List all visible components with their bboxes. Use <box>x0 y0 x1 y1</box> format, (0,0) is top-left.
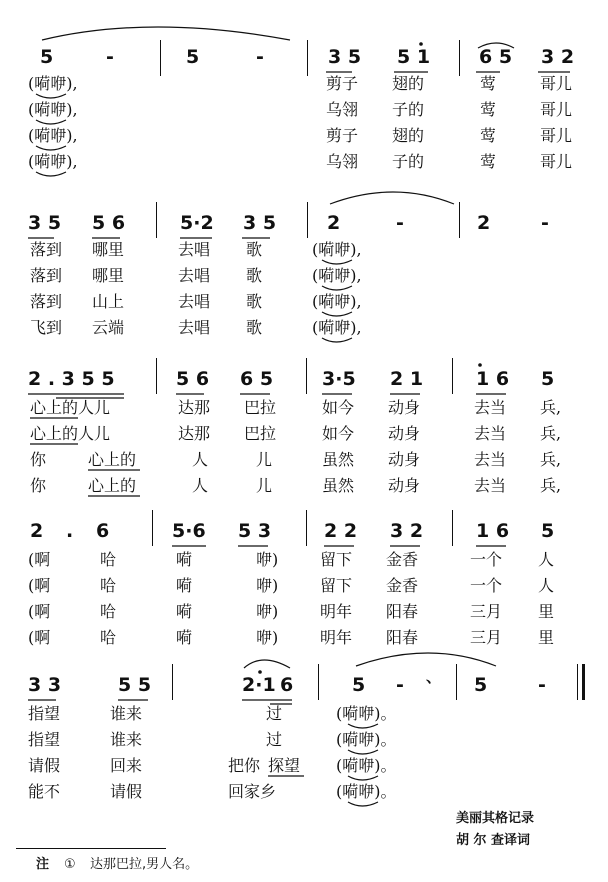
lyric: 哈 <box>100 550 117 569</box>
lyric: (嗬咿)。 <box>336 704 397 723</box>
note: - <box>396 212 404 234</box>
footnote-marker: ① <box>64 857 76 872</box>
lyric: 子的 <box>392 100 425 119</box>
lyric: 去唱 <box>178 292 211 311</box>
lyric: (嗬咿), <box>28 74 78 93</box>
slur-arc <box>478 43 514 48</box>
lyric: 去当 <box>474 476 507 495</box>
note: 5 6 <box>92 212 126 234</box>
lyric: 哈 <box>100 628 117 647</box>
tie-arc <box>42 27 290 40</box>
lyricist-credit: 胡 尔 查译词 <box>456 833 531 848</box>
lyric: 动身 <box>388 398 421 417</box>
lyric: (嗬咿), <box>28 100 78 119</box>
lyric: 一个 <box>470 576 503 595</box>
lyric: 巴拉 <box>244 398 277 417</box>
lyric: 兵, <box>540 450 562 469</box>
lyric: 留下 <box>320 550 353 569</box>
lyric: 儿 <box>256 450 273 469</box>
lyric: 如今 <box>322 398 355 417</box>
lyric-slur <box>36 146 66 150</box>
lyric: 动身 <box>388 450 421 469</box>
lyric-slur <box>322 338 352 342</box>
lyric: 哥儿 <box>540 126 573 145</box>
lyric: 达那 <box>178 424 211 443</box>
lyric: 去当 <box>474 424 507 443</box>
lyric: (啊 <box>28 602 51 621</box>
note: - <box>256 46 264 68</box>
lyric: 一个 <box>470 550 503 569</box>
lyric: 云端 <box>92 318 125 337</box>
lyric: 兵, <box>540 398 562 417</box>
note: 5 3 <box>238 520 272 542</box>
lyric: (嗬咿)。 <box>336 730 397 749</box>
lyric: 人 <box>538 576 555 595</box>
lyric: 阳春 <box>386 602 419 621</box>
lyric: 兵, <box>540 476 562 495</box>
lyric: 剪子 <box>326 126 359 145</box>
lyric: 人 <box>192 476 209 495</box>
lyric-slur <box>322 312 352 316</box>
lyric: 人 <box>538 550 555 569</box>
lyric: 乌翎 <box>326 152 359 171</box>
lyric: 探望 <box>268 756 301 775</box>
note: 6 <box>280 674 294 696</box>
lyric: 歌 <box>246 266 263 285</box>
octave-dot <box>258 670 262 674</box>
note: 3 5 <box>28 212 62 234</box>
lyric: 谁来 <box>110 704 143 723</box>
lyric: (啊 <box>28 628 51 647</box>
lyric: 指望 <box>28 704 61 723</box>
lyric: 哈 <box>100 576 117 595</box>
note: 3 5 <box>328 46 362 68</box>
lyric: 落到 <box>30 292 63 311</box>
note: 3 3 <box>28 674 62 696</box>
lyric: 歌 <box>246 318 263 337</box>
note: 5 <box>474 674 488 696</box>
note: 2 <box>477 212 491 234</box>
footnote-label: 注 <box>36 857 50 872</box>
lyric: 过 <box>266 704 283 723</box>
lyric: 乌翎 <box>326 100 359 119</box>
lyric: 你 <box>30 450 47 469</box>
lyric: 回家乡 <box>228 782 277 801</box>
lyric: 指望 <box>28 730 61 749</box>
lyric: (嗬咿)。 <box>336 782 397 801</box>
lyric: 哥儿 <box>540 100 573 119</box>
lyric: 哪里 <box>92 266 125 285</box>
lyric: 哥儿 <box>540 74 573 93</box>
lyric: 嗬 <box>176 576 193 595</box>
note: 2 <box>327 212 341 234</box>
note: 2·1 <box>242 674 276 696</box>
lyric: 去当 <box>474 450 507 469</box>
lyric: 达那 <box>178 398 211 417</box>
note: 5 6 <box>176 368 210 390</box>
lyric-slur <box>348 802 378 806</box>
lyric: 咿) <box>256 602 279 621</box>
lyric-slur <box>36 120 66 124</box>
lyric: 能不 <box>28 782 61 801</box>
lyric: 请假 <box>28 756 61 775</box>
lyric: 去当 <box>474 398 507 417</box>
lyric: 阳春 <box>386 628 419 647</box>
lyric: 心上的 <box>88 476 137 495</box>
note: - <box>538 674 546 696</box>
lyric: 谁来 <box>110 730 143 749</box>
note: 6 <box>96 520 110 542</box>
note: 5 <box>352 674 366 696</box>
lyric: 虽然 <box>322 450 355 469</box>
lyric: 嗬 <box>176 602 193 621</box>
lyric: 里 <box>538 602 555 621</box>
tie-arc <box>330 192 454 204</box>
tie-arc <box>356 653 496 666</box>
note: 2 <box>30 520 44 542</box>
note: - <box>106 46 114 68</box>
lyric: 里 <box>538 628 555 647</box>
lyric: (嗬咿), <box>312 292 362 311</box>
lyric-slur <box>348 750 378 754</box>
lyric: (嗬咿), <box>28 152 78 171</box>
lyric: (啊 <box>28 550 51 569</box>
lyric: 咿) <box>256 550 279 569</box>
lyric: 过 <box>266 730 283 749</box>
recorder-credit: 美丽其格记录 <box>456 811 535 826</box>
lyric: 请假 <box>110 782 143 801</box>
lyric: 动身 <box>388 476 421 495</box>
lyric: 嗬 <box>176 550 193 569</box>
note: 5 <box>541 368 555 390</box>
lyric: 嗬 <box>176 628 193 647</box>
note: 1 6 <box>476 368 510 390</box>
lyric: 去唱 <box>178 266 211 285</box>
lyric-slur <box>348 724 378 728</box>
lyric: 歌 <box>246 240 263 259</box>
lyric: 心上的人儿 <box>30 398 111 417</box>
note: - <box>396 674 404 696</box>
lyric: 你 <box>30 476 47 495</box>
lyric: 巴拉 <box>244 424 277 443</box>
lyric: 哥儿 <box>540 152 573 171</box>
lyric: 兵, <box>540 424 562 443</box>
lyric: 哈 <box>100 602 117 621</box>
octave-dot <box>419 42 423 46</box>
note: 3 2 <box>390 520 424 542</box>
lyric: 三月 <box>470 602 503 621</box>
note: 5·2 <box>180 212 214 234</box>
lyric: 明年 <box>320 628 353 647</box>
lyric: 人 <box>192 450 209 469</box>
lyric: 心上的人儿 <box>30 424 111 443</box>
note: 5 <box>186 46 200 68</box>
note: 5 <box>40 46 54 68</box>
lyric: (嗬咿), <box>312 318 362 337</box>
lyric: 子的 <box>392 152 425 171</box>
lyric-slur <box>36 172 66 176</box>
lyric: 落到 <box>30 266 63 285</box>
lyric: (嗬咿), <box>28 126 78 145</box>
lyric-slur <box>322 260 352 264</box>
note: 2 . 3 5 5 <box>28 368 115 390</box>
lyric: 翅的 <box>392 126 425 145</box>
lyric: 咿) <box>256 576 279 595</box>
footnote-text: 达那巴拉,男人名。 <box>90 857 199 872</box>
lyric: 歌 <box>246 292 263 311</box>
lyric: 哪里 <box>92 240 125 259</box>
lyric: 三月 <box>470 628 503 647</box>
note: 6 5 <box>240 368 274 390</box>
lyric: (嗬咿), <box>312 266 362 285</box>
lyric: 翅的 <box>392 74 425 93</box>
lyric: 把你 <box>228 756 261 775</box>
note: 1 6 <box>476 520 510 542</box>
note: 5 1 <box>397 46 431 68</box>
note: . <box>66 520 74 542</box>
slur-arc <box>244 660 290 668</box>
note: 5 <box>541 520 555 542</box>
lyric: 咿) <box>256 628 279 647</box>
octave-dot <box>478 363 482 367</box>
lyric: 剪子 <box>326 74 359 93</box>
lyric: 动身 <box>388 424 421 443</box>
note: 6 5 <box>479 46 513 68</box>
lyric: 去唱 <box>178 318 211 337</box>
lyric-slur <box>322 286 352 290</box>
note: 3 5 <box>243 212 277 234</box>
note: 3 2 <box>541 46 575 68</box>
note: 2 1 <box>390 368 424 390</box>
lyric: 飞到 <box>30 318 63 337</box>
lyric: (嗬咿), <box>312 240 362 259</box>
lyric: 莺 <box>480 100 497 119</box>
lyric: 虽然 <box>322 476 355 495</box>
lyric: 莺 <box>480 126 497 145</box>
note: 3·5 <box>322 368 356 390</box>
lyric: 落到 <box>30 240 63 259</box>
lyric: 山上 <box>92 292 125 311</box>
lyric: 金香 <box>386 550 419 569</box>
lyric: 回来 <box>110 756 143 775</box>
lyric: 儿 <box>256 476 273 495</box>
breath-mark: 、 <box>426 668 442 686</box>
lyric: 留下 <box>320 576 353 595</box>
lyric: 心上的 <box>88 450 137 469</box>
lyric: 金香 <box>386 576 419 595</box>
lyric-slur <box>348 776 378 780</box>
lyric: (嗬咿)。 <box>336 756 397 775</box>
lyric: 莺 <box>480 74 497 93</box>
lyric: 明年 <box>320 602 353 621</box>
note: 5·6 <box>172 520 206 542</box>
lyric-slur <box>36 94 66 98</box>
note: 5 5 <box>118 674 152 696</box>
note: 2 2 <box>324 520 358 542</box>
lyric: 莺 <box>480 152 497 171</box>
lyric: 去唱 <box>178 240 211 259</box>
note: - <box>541 212 549 234</box>
lyric: 如今 <box>322 424 355 443</box>
lyric: (啊 <box>28 576 51 595</box>
